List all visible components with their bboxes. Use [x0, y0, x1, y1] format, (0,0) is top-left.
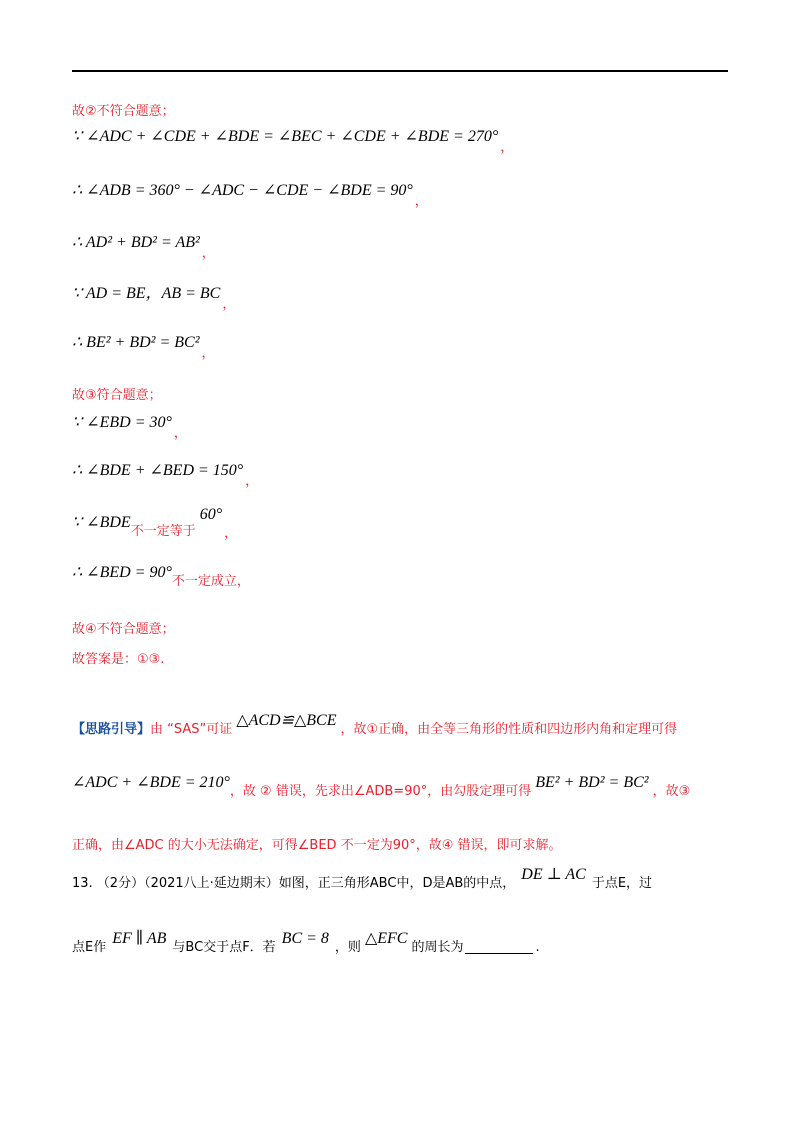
comma: ， — [500, 140, 514, 155]
guide-label: 【思路引导】 — [72, 722, 151, 737]
guide-line-3: 正确，由∠ADC 的大小无法确定，可得∠BED 不一定为90°，故④ 错误，即可求解。 — [72, 838, 562, 853]
note-text: 不一定成立， — [171, 574, 250, 589]
comma: ， — [201, 346, 215, 361]
equation: ∠ADC + ∠BDE = 210° — [72, 774, 230, 791]
question-text: 与BC交于点F．若 — [172, 940, 276, 955]
header-rule — [72, 70, 728, 72]
math-line — [72, 126, 514, 155]
comma: ， — [414, 194, 428, 209]
math-line — [72, 232, 215, 261]
equation: ∵ ∠ADC + ∠CDE + ∠BDE = ∠BEC + ∠CDE + ∠BDE = 270° — [72, 128, 499, 145]
equation: ∴ ∠BED = 90° — [72, 564, 172, 581]
question-text: 的周长为 — [411, 940, 464, 955]
conclusion-3: 故③符合题意； — [72, 388, 162, 403]
equation: ∴ AD² + BD² = AB² — [72, 234, 200, 251]
equation: BC = 8 — [281, 930, 329, 947]
question-text: 13. （2分）（2021八上·延边期末）如图，正三角形ABC中，D是AB的中点， — [72, 876, 516, 891]
answer-blank[interactable] — [465, 953, 533, 954]
comma: ， — [224, 526, 238, 541]
conclusion-4: 故④不符合题意； — [72, 622, 175, 637]
math-line — [72, 460, 259, 489]
equation: BE² + BD² = BC² — [535, 774, 649, 791]
question-text: . — [535, 940, 540, 955]
comma: ， — [201, 246, 215, 261]
math-line — [72, 506, 238, 541]
equation: DE ⊥ AC — [521, 866, 586, 883]
equation: △ACD≌△BCE — [236, 712, 337, 729]
note-text: 不一定等于 — [130, 524, 196, 539]
equation: ∵ ∠EBD = 30° — [72, 414, 172, 431]
comma: ， — [173, 426, 187, 441]
question-text: 于点E，过 — [591, 876, 653, 891]
conclusion-2: 故②不符合题意； — [72, 104, 175, 119]
math-line — [72, 412, 187, 441]
guide-line-2 — [72, 774, 691, 800]
math-line — [72, 562, 250, 589]
equation: ∴ ∠ADB = 360° − ∠ADC − ∠CDE − ∠BDE = 90° — [72, 182, 413, 199]
guide-line-1 — [72, 712, 678, 738]
equation: △EFC — [364, 930, 408, 947]
equation: ∵ AD = BE，AB = BC — [72, 285, 221, 302]
equation: ∴ ∠BDE + ∠BED = 150° — [72, 462, 244, 479]
question-text: ，则 — [334, 940, 361, 955]
question-text: 点E作 — [72, 940, 107, 955]
equation: ∵ ∠BDE — [72, 514, 131, 531]
equation: EF ∥ AB — [112, 930, 167, 947]
guide-text: 由 “SAS”可证 — [150, 722, 233, 737]
guide-text: ，故③ — [652, 784, 691, 799]
question-line-1 — [72, 866, 653, 892]
equation: ∴ BE² + BD² = BC² — [72, 334, 200, 351]
guide-text: ，故①正确，由全等三角形的性质和四边形内角和定理可得 — [340, 722, 678, 737]
math-line — [72, 180, 428, 209]
answer-line: 故答案是：①③. — [72, 652, 165, 667]
comma: ， — [222, 297, 236, 312]
math-line — [72, 280, 236, 312]
question-line-2 — [72, 930, 540, 956]
math-line — [72, 332, 215, 361]
guide-text: ，故 ② 错误，先求出∠ADB=90°，由勾股定理可得 — [229, 784, 532, 799]
comma: ， — [245, 474, 259, 489]
equation: 60° — [199, 506, 223, 523]
